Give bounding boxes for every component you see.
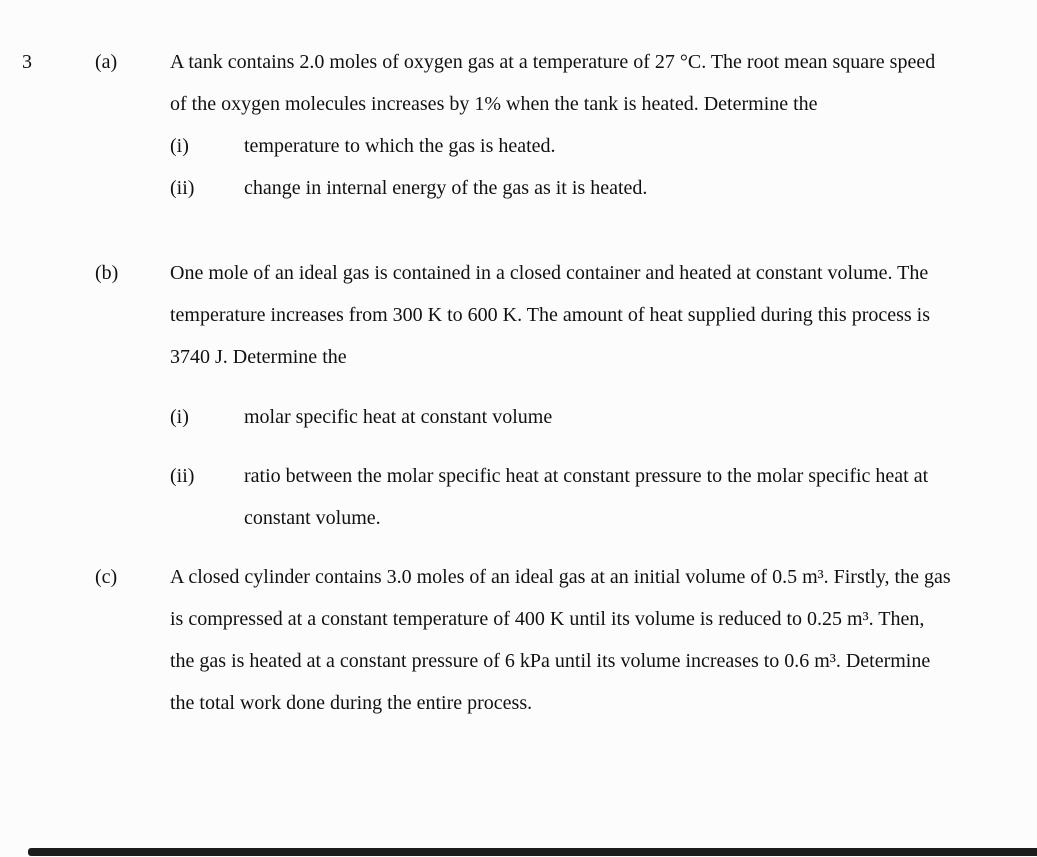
subpart-a-ii xyxy=(170,167,952,209)
subpart-text: change in internal energy of the gas as it is heated. xyxy=(244,177,648,199)
subpart-text: molar specific heat at constant volume xyxy=(244,406,553,428)
question-part-a xyxy=(0,41,1037,209)
subpart-b-i xyxy=(170,396,952,438)
question-part-c xyxy=(0,556,1037,724)
subpart-label: (ii) xyxy=(170,177,195,199)
subpart-label: (i) xyxy=(170,406,189,428)
part-body xyxy=(170,252,952,539)
part-text: One mole of an ideal gas is contained in a closed container and heated at constant volume. The temperature increases from 300 K to 600 K. The amount of heat supplied during this process is 3740 J. Determine the xyxy=(170,262,931,368)
question-part-b xyxy=(0,252,1037,539)
question-number: 3 xyxy=(22,51,32,73)
page-bottom-edge-strip xyxy=(28,848,1037,856)
part-label: (a) xyxy=(95,51,118,73)
subpart-label: (i) xyxy=(170,135,189,157)
subpart-text: ratio between the molar specific heat at constant pressure to the molar specific heat at constant volume. xyxy=(244,465,929,529)
part-body xyxy=(170,556,952,724)
part-text: A tank contains 2.0 moles of oxygen gas at a temperature of 27 °C. The root mean square speed of the oxygen molecules increases by 1% when the tank is heated. Determine the xyxy=(170,51,936,115)
subpart-a-i xyxy=(170,125,952,167)
part-text: A closed cylinder contains 3.0 moles of an ideal gas at an initial volume of 0.5 m³. Firstly, the gas is compressed at a constant temperature of 400 K until its volume is reduced to 0.25 m³. Then, the gas is heated at a constant pressure of 6 kPa until its volume increases to 0.6 m³. Determine the total work done during the entire process. xyxy=(170,566,951,714)
part-label: (b) xyxy=(95,262,119,284)
part-body xyxy=(170,41,952,209)
subpart-b-ii xyxy=(170,455,952,539)
subpart-text: temperature to which the gas is heated. xyxy=(244,135,556,157)
subpart-label: (ii) xyxy=(170,465,195,487)
part-label: (c) xyxy=(95,566,118,588)
